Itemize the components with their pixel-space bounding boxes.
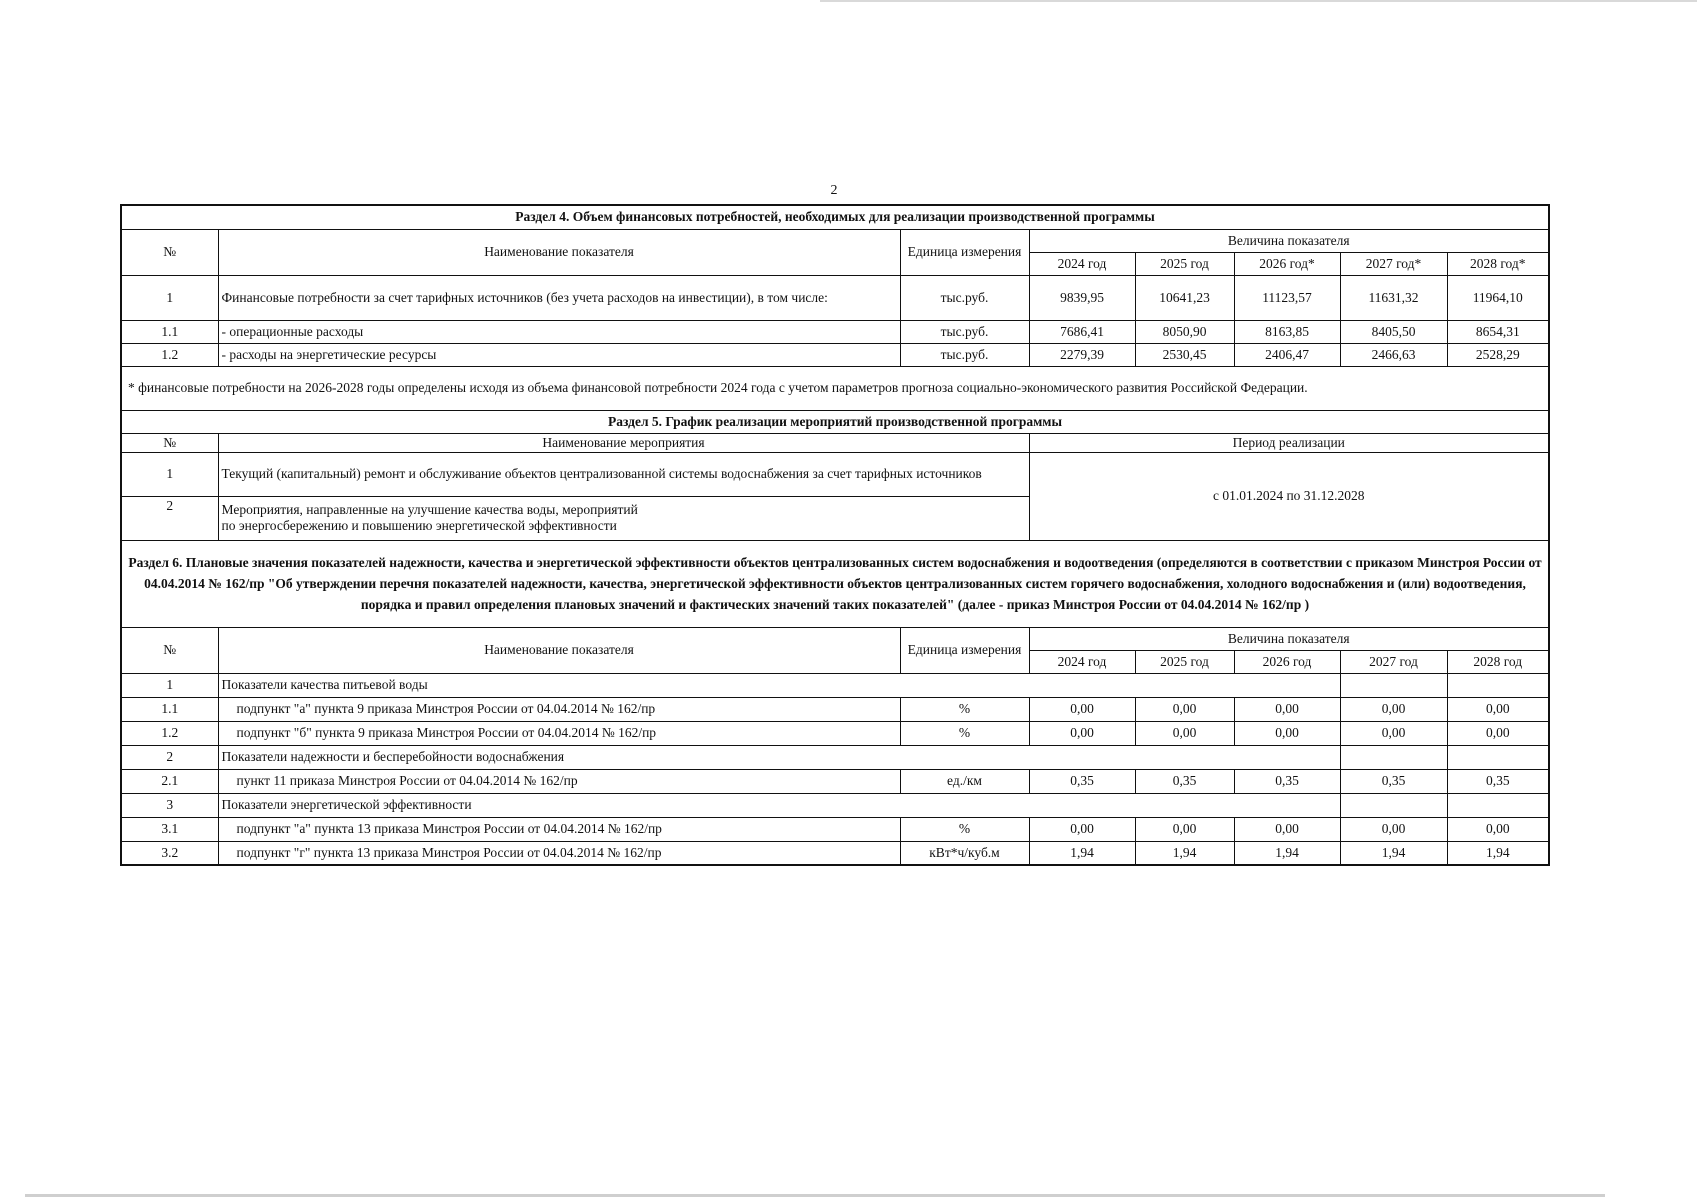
row-value: 1,94 xyxy=(1447,841,1549,865)
row-value: 1,94 xyxy=(1029,841,1135,865)
table-row xyxy=(121,452,1549,496)
section5-header-row xyxy=(121,433,1549,452)
row-num: 1.1 xyxy=(121,697,218,721)
section4-title-row xyxy=(121,205,1549,229)
header-unit: Единица измерения xyxy=(900,627,1029,673)
row-value: 0,35 xyxy=(1135,769,1234,793)
row-value: 7686,41 xyxy=(1029,320,1135,343)
year-header: 2026 год* xyxy=(1234,252,1340,275)
row-unit: % xyxy=(900,817,1029,841)
year-header: 2028 год* xyxy=(1447,252,1549,275)
row-value: 1,94 xyxy=(1234,841,1340,865)
row-name: подпункт "г" пункта 13 приказа Минстроя России от 04.04.2014 № 162/пр xyxy=(218,841,900,865)
group-row xyxy=(121,673,1549,697)
row-value: 0,00 xyxy=(1340,721,1447,745)
row-value: 9839,95 xyxy=(1029,275,1135,320)
row-num: 2.1 xyxy=(121,769,218,793)
header-name: Наименование показателя xyxy=(218,229,900,275)
scan-artifact-top xyxy=(820,0,1697,2)
header-name: Наименование показателя xyxy=(218,627,900,673)
table-row xyxy=(121,343,1549,366)
year-header: 2024 год xyxy=(1029,252,1135,275)
row-value: 8654,31 xyxy=(1447,320,1549,343)
row-value: 8163,85 xyxy=(1234,320,1340,343)
header-value: Величина показателя xyxy=(1029,627,1549,650)
row-name: подпункт "б" пункта 9 приказа Минстроя России от 04.04.2014 № 162/пр xyxy=(218,721,900,745)
row-unit: кВт*ч/куб.м xyxy=(900,841,1029,865)
row-value: 0,00 xyxy=(1135,697,1234,721)
table-row xyxy=(121,841,1549,865)
main-table xyxy=(120,204,1550,866)
year-header: 2025 год xyxy=(1135,252,1234,275)
row-unit: тыс.руб. xyxy=(900,343,1029,366)
row-value: 0,00 xyxy=(1135,817,1234,841)
row-value: 10641,23 xyxy=(1135,275,1234,320)
header-num: № xyxy=(121,627,218,673)
row-unit: ед./км xyxy=(900,769,1029,793)
group-num: 3 xyxy=(121,793,218,817)
row-value: 1,94 xyxy=(1135,841,1234,865)
header-num: № xyxy=(121,433,218,452)
section4-note-row xyxy=(121,366,1549,410)
row-value: 0,00 xyxy=(1234,697,1340,721)
header-unit: Единица измерения xyxy=(900,229,1029,275)
year-header: 2027 год xyxy=(1340,650,1447,673)
row-name: - расходы на энергетические ресурсы xyxy=(218,343,900,366)
row-value: 0,00 xyxy=(1029,721,1135,745)
group-num: 1 xyxy=(121,673,218,697)
row-name-line: по энергосбережению и повышению энергетической эффективности xyxy=(221,518,617,533)
row-num: 2 xyxy=(121,496,218,540)
row-value: 11631,32 xyxy=(1340,275,1447,320)
empty-cell xyxy=(1340,673,1447,697)
section4-note: * финансовые потребности на 2026-2028 годы определены исходя из объема финансовой потребности 2024 года с учетом параметров прогноза социально-экономического развития Российской Федерации. xyxy=(121,366,1549,410)
row-value: 0,00 xyxy=(1447,817,1549,841)
row-value: 0,00 xyxy=(1029,817,1135,841)
empty-cell xyxy=(1447,673,1549,697)
row-num: 1 xyxy=(121,275,218,320)
row-value: 2530,45 xyxy=(1135,343,1234,366)
empty-cell xyxy=(1340,745,1447,769)
section6-title-row xyxy=(121,540,1549,627)
section6-title: Раздел 6. Плановые значения показателей надежности, качества и энергетической эффективности объектов централизованных систем водоснабжения и водоотведения (определяются в соответствии с приказом Минстроя России от 04.04.2014 № 162/пр "Об утверждении перечня показателей надежности, качества, энергетической эффективности объектов централизованных систем горячего водоснабжения, холодного водоснабжения и (или) водоотведения, порядка и правил определения плановых значений и фактических значений таких показателей" (далее - приказ Минстроя России от 04.04.2014 № 162/пр ) xyxy=(121,540,1549,627)
row-unit: тыс.руб. xyxy=(900,275,1029,320)
year-header: 2027 год* xyxy=(1340,252,1447,275)
header-num: № xyxy=(121,229,218,275)
row-value: 0,35 xyxy=(1340,769,1447,793)
section5-title-row xyxy=(121,410,1549,433)
page-number: 2 xyxy=(830,183,838,198)
row-value: 0,00 xyxy=(1135,721,1234,745)
table-row xyxy=(121,320,1549,343)
section4-header-row xyxy=(121,229,1549,252)
row-name: - операционные расходы xyxy=(218,320,900,343)
group-name: Показатели энергетической эффективности xyxy=(218,793,1340,817)
row-name xyxy=(218,496,1029,540)
row-value: 0,00 xyxy=(1029,697,1135,721)
row-name: подпункт "а" пункта 13 приказа Минстроя России от 04.04.2014 № 162/пр xyxy=(218,817,900,841)
section5-title: Раздел 5. График реализации мероприятий производственной программы xyxy=(121,410,1549,433)
row-unit: тыс.руб. xyxy=(900,320,1029,343)
period-value: с 01.01.2024 по 31.12.2028 xyxy=(1029,452,1549,540)
row-name: Текущий (капитальный) ремонт и обслуживание объектов централизованной системы водоснабжения за счет тарифных источников xyxy=(218,452,1029,496)
year-header: 2024 год xyxy=(1029,650,1135,673)
row-unit: % xyxy=(900,697,1029,721)
empty-cell xyxy=(1340,793,1447,817)
row-value: 0,00 xyxy=(1234,817,1340,841)
row-name-line: Мероприятия, направленные на улучшение качества воды, мероприятий xyxy=(221,502,638,517)
row-value: 0,00 xyxy=(1234,721,1340,745)
table-row xyxy=(121,697,1549,721)
row-unit: % xyxy=(900,721,1029,745)
header-value: Величина показателя xyxy=(1029,229,1549,252)
year-header: 2026 год xyxy=(1234,650,1340,673)
row-value: 11964,10 xyxy=(1447,275,1549,320)
document-sheet xyxy=(120,204,1548,866)
section4-title: Раздел 4. Объем финансовых потребностей, необходимых для реализации производственной программы xyxy=(121,205,1549,229)
row-value: 1,94 xyxy=(1340,841,1447,865)
scan-artifact-bottom xyxy=(25,1194,1605,1197)
row-num: 1.1 xyxy=(121,320,218,343)
row-num: 1 xyxy=(121,452,218,496)
row-num: 1.2 xyxy=(121,721,218,745)
row-num: 3.1 xyxy=(121,817,218,841)
year-header: 2028 год xyxy=(1447,650,1549,673)
row-value: 2406,47 xyxy=(1234,343,1340,366)
group-name: Показатели качества питьевой воды xyxy=(218,673,1340,697)
table-row xyxy=(121,275,1549,320)
row-value: 0,00 xyxy=(1447,721,1549,745)
row-value: 0,00 xyxy=(1340,817,1447,841)
row-name: подпункт "а" пункта 9 приказа Минстроя России от 04.04.2014 № 162/пр xyxy=(218,697,900,721)
row-num: 3.2 xyxy=(121,841,218,865)
empty-cell xyxy=(1447,793,1549,817)
header-period: Период реализации xyxy=(1029,433,1549,452)
section6-header-row xyxy=(121,627,1549,650)
row-num: 1.2 xyxy=(121,343,218,366)
table-row xyxy=(121,769,1549,793)
group-num: 2 xyxy=(121,745,218,769)
row-value: 8050,90 xyxy=(1135,320,1234,343)
row-value: 11123,57 xyxy=(1234,275,1340,320)
row-value: 2279,39 xyxy=(1029,343,1135,366)
group-row xyxy=(121,745,1549,769)
row-name: пункт 11 приказа Минстроя России от 04.04.2014 № 162/пр xyxy=(218,769,900,793)
table-row xyxy=(121,817,1549,841)
row-value: 0,00 xyxy=(1340,697,1447,721)
row-value: 0,00 xyxy=(1447,697,1549,721)
row-name: Финансовые потребности за счет тарифных источников (без учета расходов на инвестиции), в том числе: xyxy=(218,275,900,320)
header-event-name: Наименование мероприятия xyxy=(218,433,1029,452)
row-value: 0,35 xyxy=(1234,769,1340,793)
group-name: Показатели надежности и бесперебойности водоснабжения xyxy=(218,745,1340,769)
row-value: 8405,50 xyxy=(1340,320,1447,343)
row-value: 2466,63 xyxy=(1340,343,1447,366)
row-value: 2528,29 xyxy=(1447,343,1549,366)
table-row xyxy=(121,721,1549,745)
row-value: 0,35 xyxy=(1447,769,1549,793)
empty-cell xyxy=(1447,745,1549,769)
year-header: 2025 год xyxy=(1135,650,1234,673)
row-value: 0,35 xyxy=(1029,769,1135,793)
group-row xyxy=(121,793,1549,817)
